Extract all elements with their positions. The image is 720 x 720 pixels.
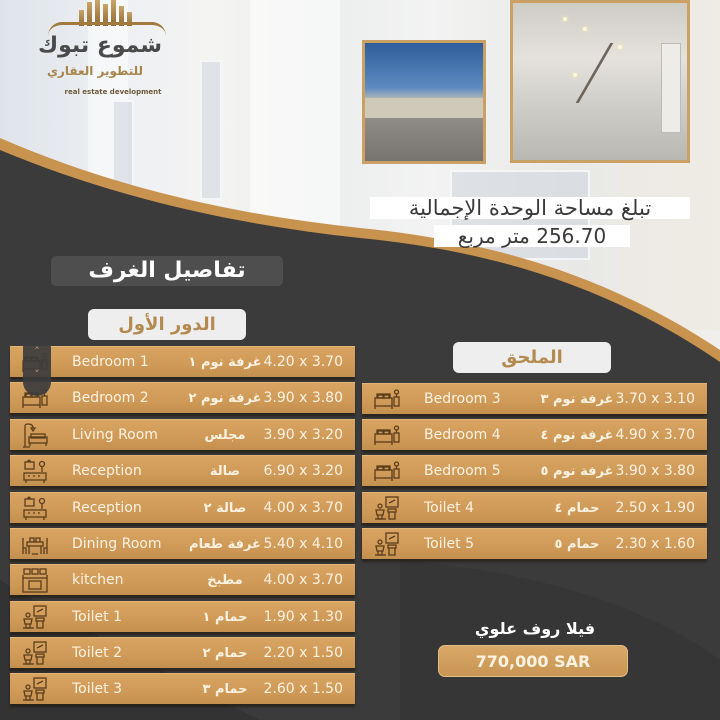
- room-row-bedroom-5: [362, 455, 707, 486]
- room-name-ar: غرفة نوم ٢: [188, 391, 262, 406]
- brand-tagline-ar: للتطوير العقاري: [46, 64, 144, 78]
- room-dimensions: 2.50 x 1.90: [615, 500, 695, 516]
- rooftop-wall: [365, 98, 483, 118]
- total-area-label: تبلغ مساحة الوحدة الإجمالية: [370, 197, 690, 219]
- room-dimensions: 2.60 x 1.50: [263, 681, 343, 697]
- sofa-lamp-icon: [22, 423, 48, 448]
- bed-icon: [374, 387, 400, 412]
- room-row-reception-2: [10, 492, 355, 523]
- room-name-en: Bedroom 1: [72, 354, 149, 370]
- brand-logo: [20, 0, 180, 100]
- room-name-ar: مطبخ: [207, 573, 243, 588]
- scroll-widget[interactable]: [23, 334, 51, 396]
- room-row-bedroom-4: [362, 419, 707, 450]
- room-dimensions: 5.40 x 4.10: [263, 536, 343, 552]
- chevron-down-icon[interactable]: ˅: [34, 368, 40, 381]
- interior-hall-photo: [510, 0, 690, 163]
- reception-icon: [22, 459, 48, 484]
- room-dimensions: 2.30 x 1.60: [615, 536, 695, 552]
- door: [661, 43, 681, 133]
- room-dimensions: 1.90 x 1.30: [263, 609, 343, 625]
- toilet-icon: [22, 677, 48, 702]
- room-dimensions: 3.90 x 3.20: [263, 427, 343, 443]
- brand-name: شموع تبوك: [37, 33, 163, 58]
- room-name-ar: مجلس: [204, 428, 246, 443]
- room-name-en: Bedroom 3: [424, 391, 501, 407]
- room-dimensions: 2.20 x 1.50: [263, 645, 343, 661]
- toilet-icon: [22, 605, 48, 630]
- room-name-ar: غرفة نوم ٤: [540, 428, 614, 443]
- brand-tagline-en: real estate development: [64, 88, 162, 96]
- room-dimensions: 3.90 x 3.80: [615, 463, 695, 479]
- room-dimensions: 3.90 x 3.80: [263, 390, 343, 406]
- room-row-living-room: [10, 419, 355, 450]
- room-name-ar: حمام ٤: [554, 501, 600, 516]
- room-name-ar: حمام ٢: [202, 646, 248, 661]
- room-name-en: Toilet 3: [72, 681, 122, 697]
- room-name-ar: صالة ٢: [203, 501, 247, 516]
- room-name-en: Bedroom 4: [424, 427, 501, 443]
- villa-type-label: فيلا روف علوي: [474, 619, 596, 638]
- room-dimensions: 4.20 x 3.70: [263, 354, 343, 370]
- room-row-dining-room: [10, 528, 355, 559]
- room-name-en: Reception: [72, 500, 142, 516]
- chevron-up-icon[interactable]: ˄: [34, 345, 40, 358]
- rooftop-photo: [362, 40, 486, 164]
- room-name-en: Bedroom 5: [424, 463, 501, 479]
- toilet-icon: [374, 532, 400, 557]
- room-name-en: Toilet 1: [72, 609, 122, 625]
- room-name-en: kitchen: [72, 572, 124, 588]
- toilet-icon: [22, 641, 48, 666]
- room-name-en: Toilet 2: [72, 645, 122, 661]
- room-name-ar: غرفة نوم ٥: [540, 464, 614, 479]
- reception-icon: [22, 496, 48, 521]
- room-row-toilet-4: [362, 492, 707, 523]
- total-area-value: 256.70 متر مربع: [434, 225, 630, 247]
- room-row-toilet-3: [10, 673, 355, 704]
- room-name-ar: حمام ٣: [202, 682, 248, 697]
- room-name-en: Bedroom 2: [72, 390, 149, 406]
- first-floor-label: الدور الأول: [88, 309, 246, 340]
- toilet-icon: [374, 496, 400, 521]
- room-dimensions: 6.90 x 3.20: [263, 463, 343, 479]
- room-name-ar: غرفة نوم ٣: [540, 392, 614, 407]
- room-name-en: Reception: [72, 463, 142, 479]
- room-name-en: Living Room: [72, 427, 158, 443]
- room-dimensions: 4.00 x 3.70: [263, 500, 343, 516]
- room-row-toilet-5: [362, 528, 707, 559]
- dining-table-icon: [22, 532, 48, 557]
- room-dimensions: 4.00 x 3.70: [263, 572, 343, 588]
- room-row-kitchen: [10, 564, 355, 595]
- room-name-en: Toilet 4: [424, 500, 474, 516]
- room-name-ar: غرفة طعام: [189, 537, 261, 552]
- room-name-en: Dining Room: [72, 536, 162, 552]
- room-row-bedroom-1: [10, 346, 355, 377]
- kitchen-icon: [22, 568, 48, 593]
- room-name-en: Toilet 5: [424, 536, 474, 552]
- room-name-ar: حمام ١: [202, 610, 248, 625]
- room-row-toilet-2: [10, 637, 355, 668]
- staircase: [576, 43, 651, 103]
- room-name-ar: غرفة نوم ١: [188, 355, 262, 370]
- room-dimensions: 4.90 x 3.70: [615, 427, 695, 443]
- room-name-ar: صالة: [209, 464, 241, 479]
- room-row-toilet-1: [10, 601, 355, 632]
- section-title: تفاصيل الغرف: [51, 256, 283, 286]
- room-name-ar: حمام ٥: [554, 537, 600, 552]
- annex-label: الملحق: [453, 342, 611, 373]
- room-dimensions: 3.70 x 3.10: [615, 391, 695, 407]
- room-row-reception: [10, 455, 355, 486]
- room-row-bedroom-2: [10, 382, 355, 413]
- bed-icon: [374, 459, 400, 484]
- bed-icon: [374, 423, 400, 448]
- price-badge: 770,000 SAR: [438, 645, 628, 677]
- room-row-bedroom-3: [362, 383, 707, 414]
